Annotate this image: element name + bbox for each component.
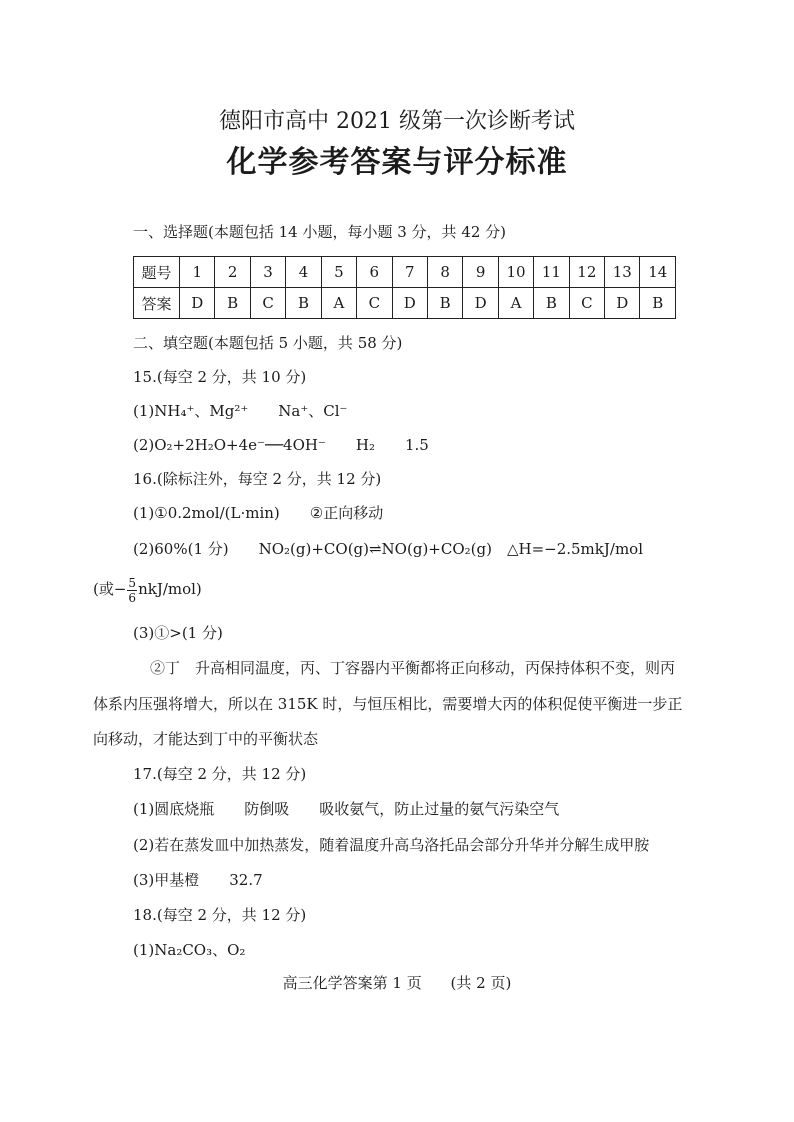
- answer-cell: A: [321, 288, 356, 319]
- q16-answer-3: (3)①>(1 分): [133, 624, 223, 642]
- exam-subtitle: 德阳市高中 2021 级第一次诊断考试: [219, 109, 575, 134]
- q16-title: 16.(除标注外，每空 2 分，共 12 分): [133, 470, 382, 488]
- answer-cell: B: [427, 288, 462, 319]
- q17-title: 17.(每空 2 分，共 12 分): [133, 765, 307, 783]
- q16-answer-4-line1: ②丁 升高相同温度，丙、丁容器内平衡都将正向移动，丙保持体积不变，则丙: [150, 659, 676, 677]
- answer-cell: A: [498, 288, 533, 319]
- answer-cell: B: [640, 288, 676, 319]
- answer-cell: B: [215, 288, 250, 319]
- q16-answer-2: (2)60%(1 分) NO₂(g)+CO(g)⇌NO(g)+CO₂(g) △H=−2.5mkJ/mol: [133, 540, 643, 558]
- q18-answer-1: (1)Na₂CO₃、O₂: [133, 941, 246, 959]
- question-number: 8: [427, 257, 462, 288]
- answer-cell: D: [605, 288, 640, 319]
- question-number: 1: [180, 257, 215, 288]
- page-title: 化学参考答案与评分标准: [226, 145, 568, 180]
- section1-heading: 一、选择题(本题包括 14 小题，每小题 3 分，共 42 分): [133, 223, 507, 241]
- answer-cell: D: [180, 288, 215, 319]
- q15-answer-2: (2)O₂+2H₂O+4e⁻──4OH⁻ H₂ 1.5: [133, 436, 429, 454]
- question-number: 6: [357, 257, 392, 288]
- answer-cell: D: [392, 288, 427, 319]
- alt-prefix: (或−: [93, 580, 127, 598]
- answer-table: [133, 256, 676, 319]
- section2-heading: 二、填空题(本题包括 5 小题，共 58 分): [133, 334, 403, 352]
- answer-cell: C: [569, 288, 604, 319]
- q16-answer-4-line2: 体系内压强将增大，所以在 315K 时，与恒压相比，需要增大丙的体积促使平衡进一步正: [93, 695, 683, 713]
- row-label-number: 题号: [134, 257, 180, 288]
- q15-answer-1: (1)NH₄⁺、Mg²⁺ Na⁺、Cl⁻: [133, 402, 348, 420]
- q17-answer-2: (2)若在蒸发皿中加热蒸发，随着温度升高乌洛托品会部分升华并分解生成甲胺: [133, 836, 650, 854]
- answer-cell: B: [534, 288, 569, 319]
- answer-cell: C: [250, 288, 285, 319]
- q16-answer-4-line3: 向移动，才能达到丁中的平衡状态: [93, 730, 319, 748]
- alt-suffix: nkJ/mol): [138, 580, 202, 598]
- footer-total-label: (共 2 页): [450, 974, 512, 992]
- question-number: 12: [569, 257, 604, 288]
- row-label-answer: 答案: [134, 288, 180, 319]
- question-number: 13: [605, 257, 640, 288]
- q18-title: 18.(每空 2 分，共 12 分): [133, 906, 307, 924]
- question-number: 10: [498, 257, 533, 288]
- page-footer: [0, 972, 794, 993]
- question-number: 5: [321, 257, 356, 288]
- answer-cell: C: [357, 288, 392, 319]
- question-number: 11: [534, 257, 569, 288]
- q17-answer-1: (1)圆底烧瓶 防倒吸 吸收氨气，防止过量的氨气污染空气: [133, 800, 560, 818]
- fraction-numerator: 5: [128, 575, 137, 590]
- footer-page-label: 高三化学答案第 1 页: [282, 974, 422, 992]
- question-number: 14: [640, 257, 676, 288]
- fraction: [127, 576, 137, 605]
- answer-cell: B: [286, 288, 321, 319]
- table-row-answers: [134, 288, 676, 319]
- question-number: 7: [392, 257, 427, 288]
- question-number: 9: [463, 257, 498, 288]
- q16-answer-2-alt: [93, 574, 202, 605]
- question-number: 2: [215, 257, 250, 288]
- question-number: 3: [250, 257, 285, 288]
- answer-cell: D: [463, 288, 498, 319]
- table-row-numbers: [134, 257, 676, 288]
- q16-answer-1: (1)①0.2mol/(L·min) ②正向移动: [133, 504, 384, 522]
- fraction-denominator: 6: [128, 590, 137, 605]
- question-number: 4: [286, 257, 321, 288]
- q15-title: 15.(每空 2 分，共 10 分): [133, 368, 307, 386]
- q17-answer-3: (3)甲基橙 32.7: [133, 871, 263, 889]
